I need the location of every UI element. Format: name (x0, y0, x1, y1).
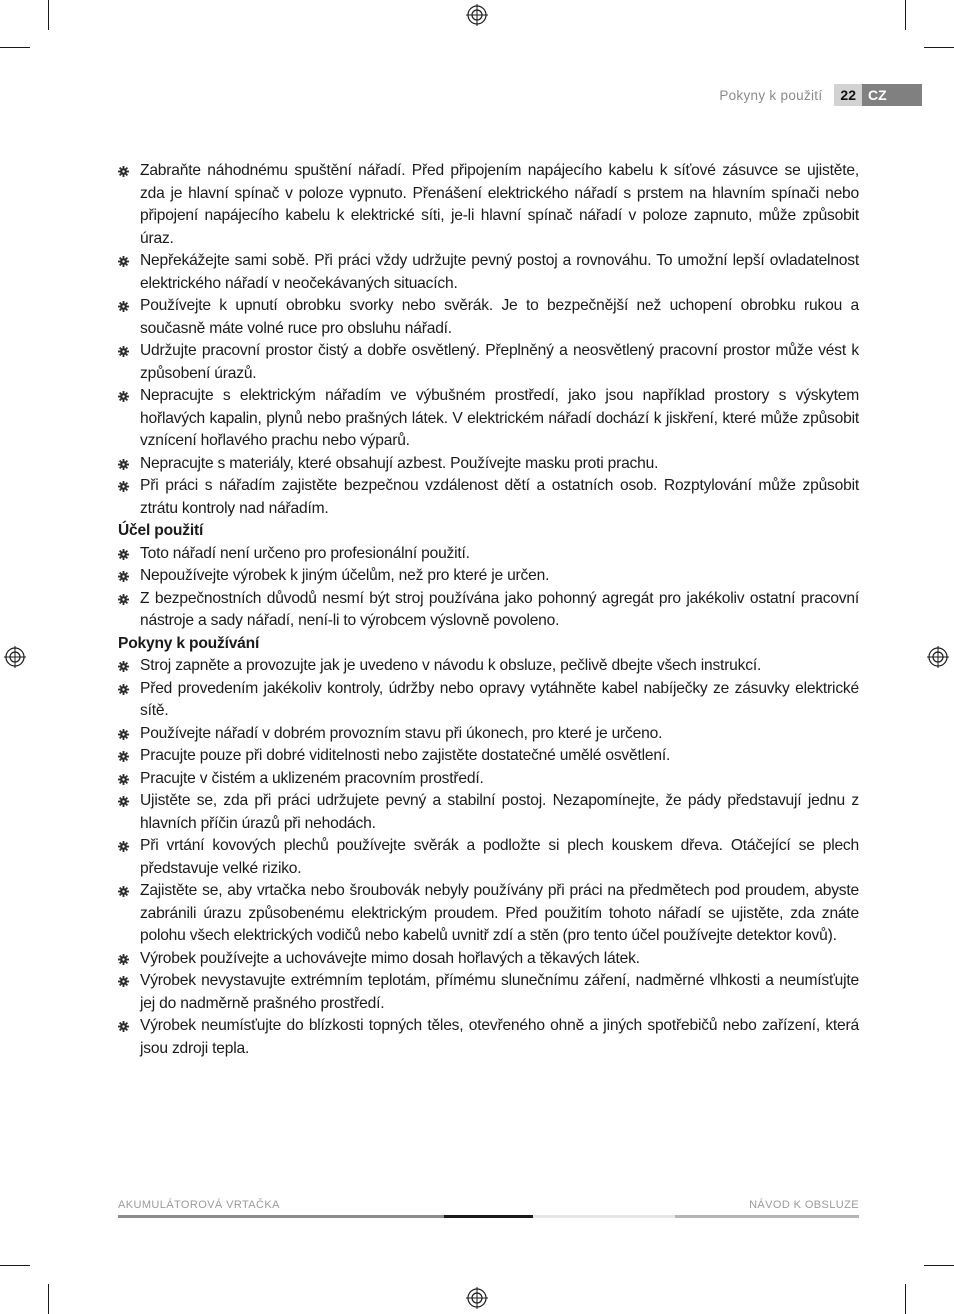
usage-bullet-list (118, 655, 859, 1060)
bullet-item (118, 295, 859, 340)
footer-bar-segment (675, 1215, 859, 1218)
crop-mark (924, 47, 954, 48)
footer-product-name: AKUMULÁTOROVÁ VRTAČKA (118, 1199, 280, 1211)
bullet-item (118, 970, 859, 1015)
gear-bullet-icon (118, 301, 129, 312)
crop-mark (48, 1284, 49, 1314)
bullet-text: Pracujte pouze při dobré viditelnosti nebo zajistěte dostatečné umělé osvětlení. (140, 747, 671, 764)
bullet-text: Nepřekážejte sami sobě. Při práci vždy udržujte pevný postoj a rovnováhu. To umožní lepší ovladatelnost elektrického nářadí v neočekávaných situacích. (140, 252, 859, 292)
bullet-text: Nepoužívejte výrobek k jiným účelům, než pro které je určen. (140, 567, 550, 584)
section-heading-usage: Pokyny k používání (118, 634, 260, 652)
gear-bullet-icon (118, 481, 129, 492)
bullet-item (118, 678, 859, 723)
bullet-text: Z bezpečnostních důvodů nesmí být stroj používána jako pohonný agregát pro jakékoliv ostatní pracovní nástroje a sady nářadí, není-li to výrobcem výslovně povoleno. (140, 589, 859, 629)
crop-mark (0, 47, 30, 48)
bullet-item (118, 160, 859, 250)
bullet-text: Zajistěte se, aby vrtačka nebo šroubovák nebyly používány při práci na předmětech pod proudem, abyste zabránili úrazu způsobenému elektrickým proudem. Před použitím tohoto nářadí se ujistěte, zda znáte polohu všech elektrických vodičů nebo kabelů uvnitř zdí a stěn (pro tento účel používejte detektor kovů). (140, 882, 859, 944)
crop-mark (905, 0, 906, 30)
page-header (719, 84, 922, 106)
bullet-text: Udržujte pracovní prostor čistý a dobře osvětlený. Přeplněný a neosvětlený pracovní prostor může vést k způsobení úrazů. (140, 342, 859, 382)
bullet-text: Ujistěte se, zda při práci udržujete pevný a stabilní postoj. Nezapomínejte, že pády představují jednu z hlavních příčin úrazů při nehodách. (140, 792, 859, 832)
gear-bullet-icon (118, 571, 129, 582)
bullet-item (118, 745, 859, 768)
bullet-text: Toto nářadí není určeno pro profesionální použití. (140, 544, 470, 562)
gear-bullet-icon (118, 166, 129, 177)
bullet-item (118, 588, 859, 633)
bullet-item (118, 385, 859, 453)
gear-bullet-icon (118, 954, 129, 965)
gear-bullet-icon (118, 549, 129, 560)
bullet-text: Pracujte v čistém a uklizeném pracovním prostředí. (140, 769, 484, 787)
gear-bullet-icon (118, 459, 129, 470)
footer-bar-segment (118, 1215, 444, 1218)
bullet-item (118, 790, 859, 835)
bullet-item (118, 543, 859, 566)
gear-bullet-icon (118, 684, 129, 695)
gear-bullet-icon (118, 796, 129, 807)
crop-mark (924, 1265, 954, 1266)
page-number: 22 (834, 84, 862, 106)
bullet-text: Při vrtání kovových plechů používejte svěrák a podložte si plech kouskem dřeva. Otáčející se plech představuje velké riziko. (140, 837, 859, 877)
gear-bullet-icon (118, 661, 129, 672)
bullet-item (118, 565, 859, 588)
registration-bottom-icon (466, 1287, 488, 1309)
bullet-text: Výrobek používejte a uchovávejte mimo dosah hořlavých a těkavých látek. (140, 949, 640, 967)
bullet-item (118, 655, 859, 678)
bullet-item (118, 948, 859, 971)
gear-bullet-icon (118, 729, 129, 740)
gear-bullet-icon (118, 391, 129, 402)
bullet-item (118, 453, 859, 476)
bullet-item (118, 835, 859, 880)
section-heading-purpose: Účel použití (118, 522, 204, 539)
footer-bar-segment (533, 1215, 675, 1218)
bullet-item (118, 880, 859, 948)
header-title: Pokyny k použití (719, 87, 823, 103)
gear-bullet-icon (118, 256, 129, 267)
registration-top-icon (466, 4, 488, 26)
crop-mark (48, 0, 49, 30)
gear-bullet-icon (118, 774, 129, 785)
bullet-item (118, 1015, 859, 1060)
footer-manual-name: NÁVOD K OBSLUZE (749, 1199, 859, 1211)
bullet-item (118, 723, 859, 746)
gear-bullet-icon (118, 886, 129, 897)
purpose-bullet-list (118, 543, 859, 633)
crop-mark (0, 1265, 30, 1266)
footer-bar-segment (444, 1215, 533, 1218)
gear-bullet-icon (118, 751, 129, 762)
intro-bullet-list (118, 160, 859, 520)
crop-mark (905, 1284, 906, 1314)
bullet-text: Zabraňte náhodnému spuštění nářadí. Před připojením napájecího kabelu k síťové zásuvce se ujistěte, zda je hlavní spínač v poloze vypnuto. Přenášení elektrického nářadí s prstem na hlavním spínači nebo připojení napájecího kabelu k elektrické síti, je-li hlavní spínač nářadí v poloze zapnuto, může způsobit úraz. (140, 162, 859, 247)
gear-bullet-icon (118, 594, 129, 605)
registration-right-icon (927, 646, 949, 668)
gear-bullet-icon (118, 976, 129, 987)
bullet-text: Před provedením jakékoliv kontroly, údržby nebo opravy vytáhněte kabel nabíječky ze zásuvky elektrické sítě. (140, 679, 859, 719)
main-content (118, 160, 859, 1060)
bullet-item (118, 768, 859, 791)
language-code: CZ (862, 84, 922, 106)
bullet-item (118, 340, 859, 385)
bullet-text: Výrobek nevystavujte extrémním teplotám, přímému slunečnímu záření, nadměrné vlhkosti a neumísťujte jej do nadměrně prašného prostředí. (140, 972, 859, 1012)
bullet-text: Používejte k upnutí obrobku svorky nebo svěrák. Je to bezpečnější než uchopení obrobku rukou a současně máte volné ruce pro obsluhu nářadí. (140, 297, 859, 337)
gear-bullet-icon (118, 346, 129, 357)
bullet-text: Stroj zapněte a provozujte jak je uvedeno v návodu k obsluze, pečlivě dbejte všech instrukcí. (140, 657, 762, 674)
bullet-item (118, 250, 859, 295)
bullet-text: Nepracujte s materiály, které obsahují azbest. Používejte masku proti prachu. (140, 454, 659, 472)
bullet-text: Používejte nářadí v dobrém provozním stavu při úkonech, pro které je určeno. (140, 724, 663, 742)
bullet-item (118, 475, 859, 520)
gear-bullet-icon (118, 841, 129, 852)
bullet-text: Při práci s nářadím zajistěte bezpečnou vzdálenost dětí a ostatních osob. Rozptylování může způsobit ztrátu kontroly nad nářadím. (140, 477, 859, 517)
bullet-text: Výrobek neumísťujte do blízkosti topných těles, otevřeného ohně a jiných spotřebičů nebo zařízení, která jsou zdroji tepla. (140, 1017, 859, 1057)
bullet-text: Nepracujte s elektrickým nářadím ve výbušném prostředí, jako jsou například prostory s výskytem hořlavých kapalin, plynů nebo prašných látek. V elektrickém nářadí dochází k jiskření, které může způsobit vznícení hořlavého prachu nebo výparů. (140, 387, 859, 449)
registration-left-icon (4, 646, 26, 668)
gear-bullet-icon (118, 1021, 129, 1032)
